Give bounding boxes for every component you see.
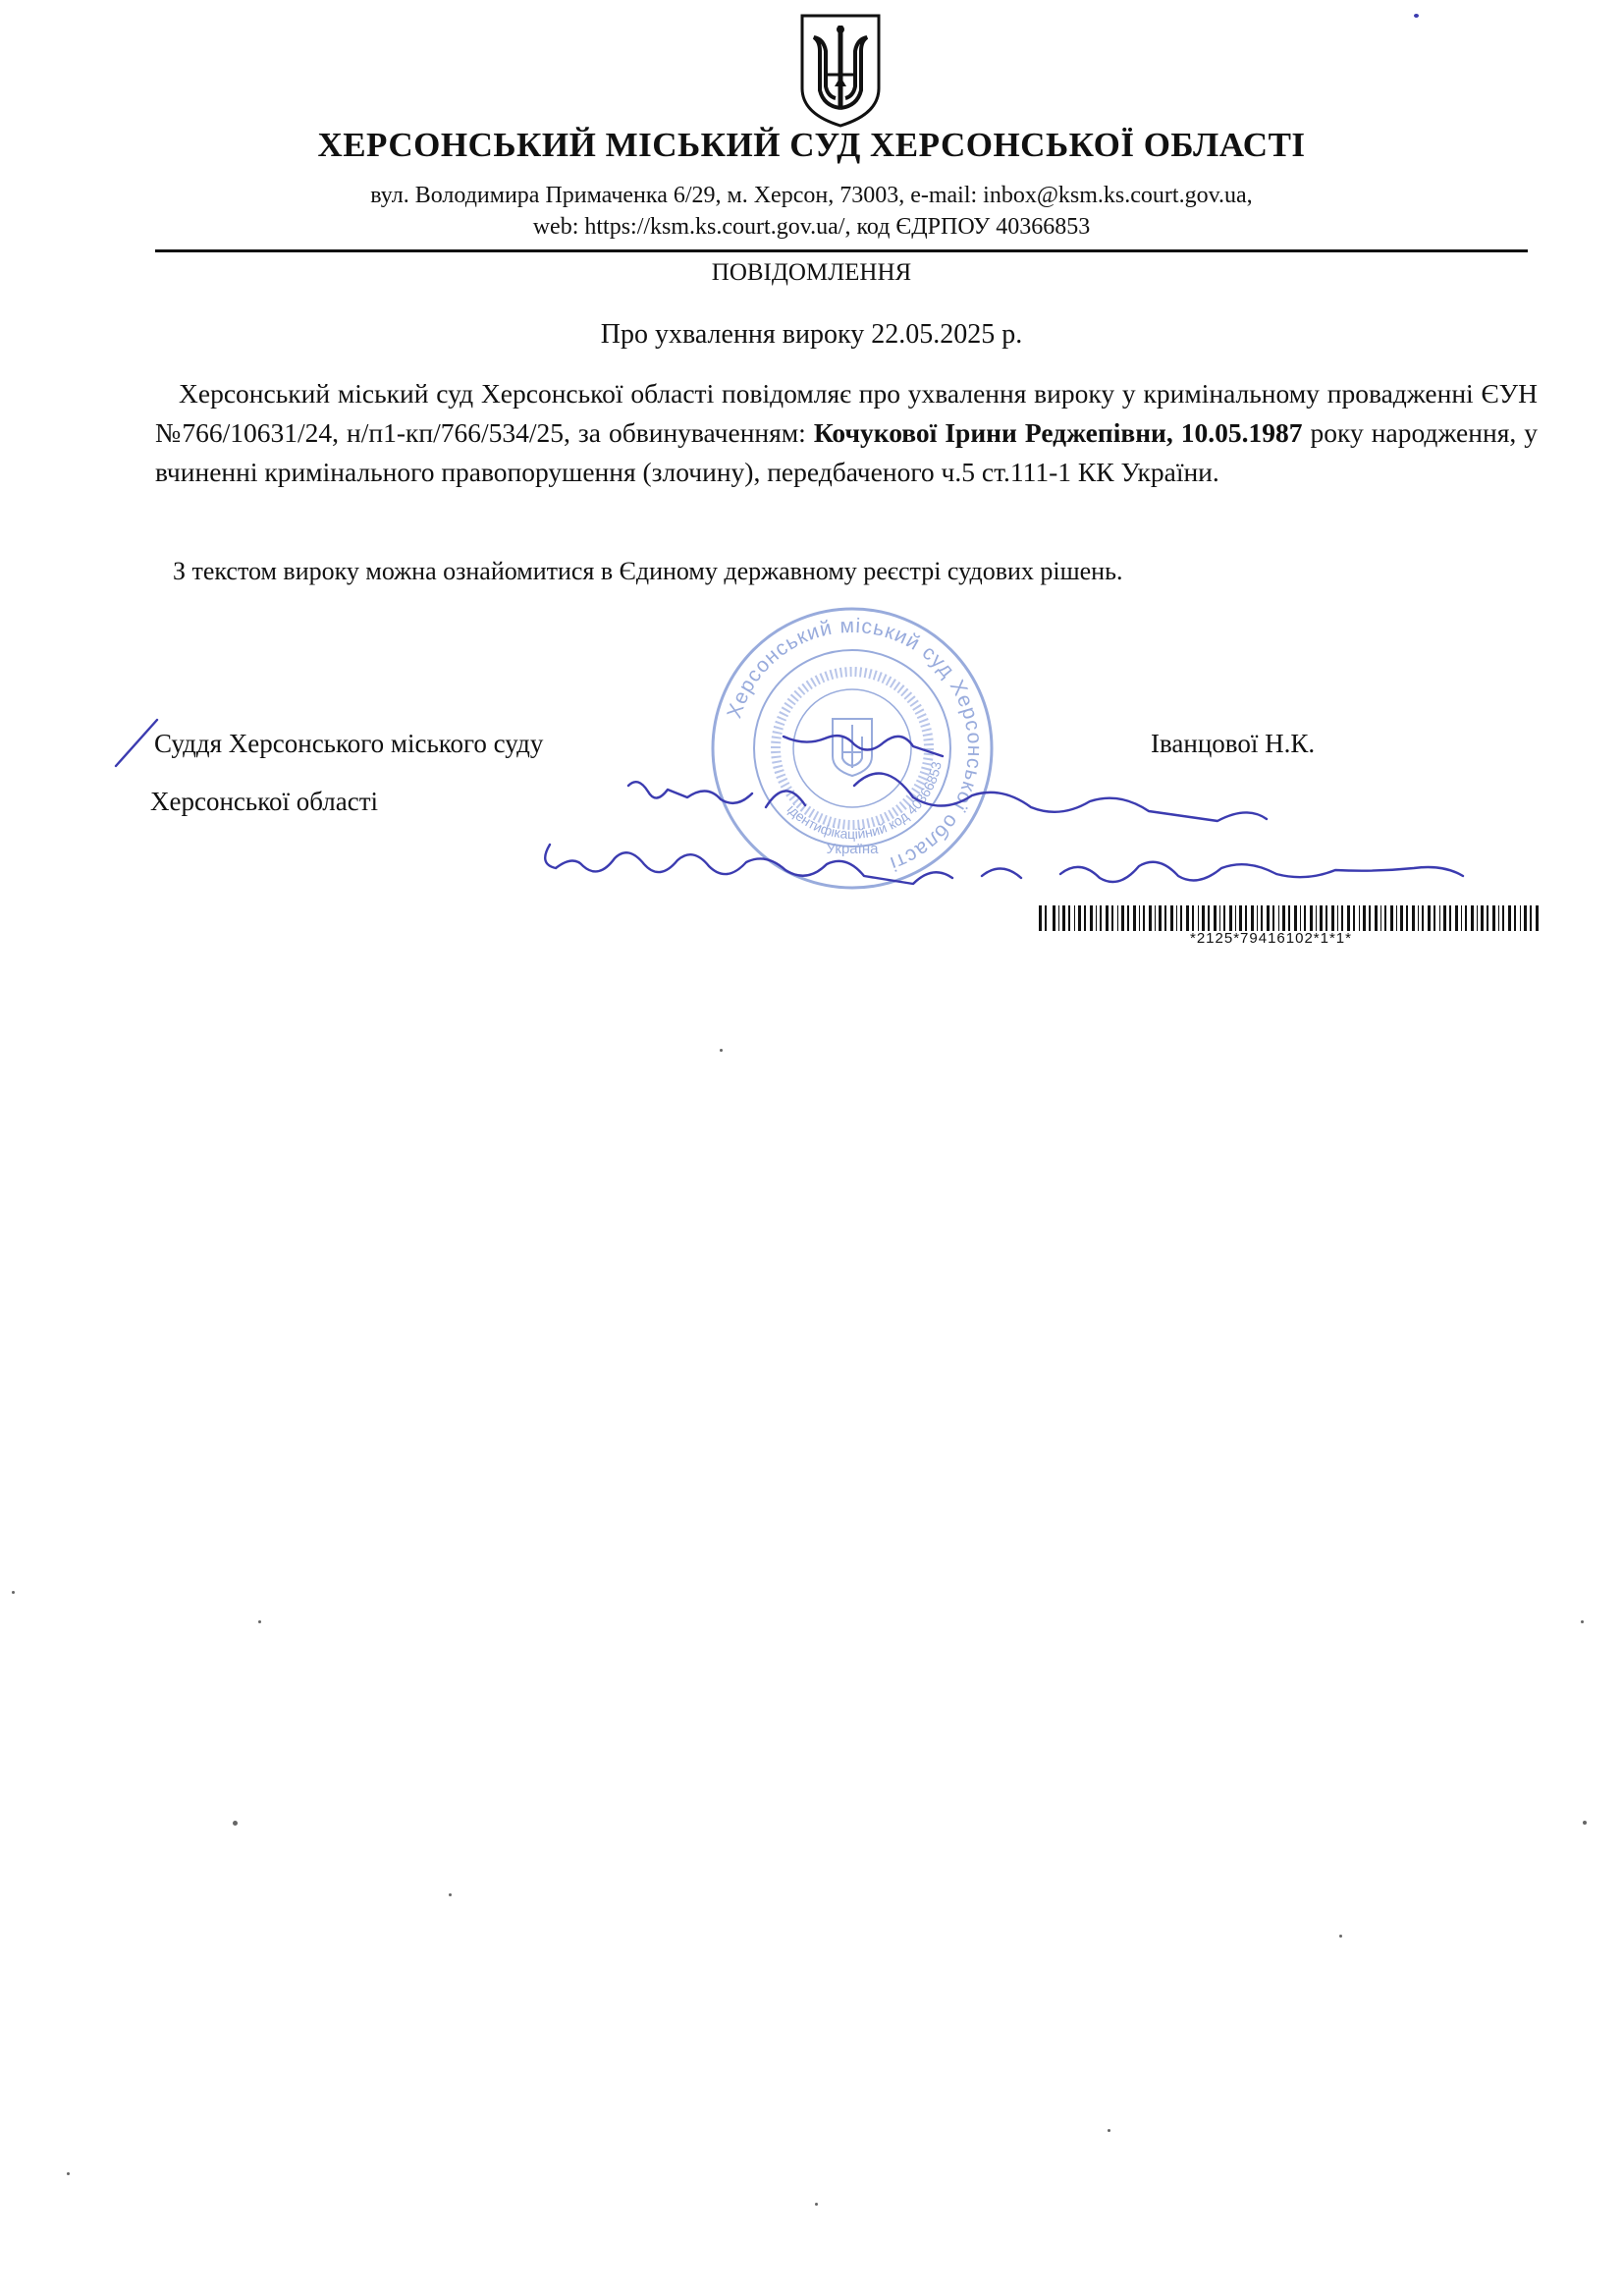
document-subtitle: Про ухвалення вироку 22.05.2025 р. <box>600 319 1023 350</box>
scan-speck <box>449 1893 452 1896</box>
judge-title: Суддя Херсонського міського суду <box>154 729 544 758</box>
barcode-number: *2125*79416102*1*1* <box>1190 930 1352 947</box>
court-name: ХЕРСОНСЬКИЙ МІСЬКИЙ СУД ХЕРСОНСЬКОЇ ОБЛАСТІ <box>317 126 1306 164</box>
header-divider <box>155 249 1528 252</box>
scan-speck <box>1108 2129 1110 2132</box>
document-barcode <box>1039 905 1540 931</box>
scan-speck <box>12 1591 15 1594</box>
defendant-name: Кочукової Ірини Реджепівни, 10.05.1987 <box>813 417 1303 448</box>
scan-speck <box>1583 1821 1587 1825</box>
scan-speck <box>720 1049 723 1052</box>
signature-tick <box>116 720 157 766</box>
stamp-code-text: ідентифікаційний код 40366853 <box>784 760 945 843</box>
scan-speck <box>233 1821 238 1826</box>
scan-speck <box>815 2203 818 2206</box>
stamp-outer-text: Херсонський міський суд Херсонської області <box>723 614 987 876</box>
stamp-trident-icon <box>833 719 872 776</box>
stamp-country: Україна <box>826 841 879 857</box>
court-stamp <box>705 601 1000 896</box>
scan-speck <box>1414 14 1419 18</box>
judge-region: Херсонської області <box>150 787 379 816</box>
scan-speck <box>1339 1935 1342 1938</box>
trident-coat-of-arms-icon <box>798 12 883 130</box>
scan-speck <box>67 2172 70 2175</box>
scan-speck <box>258 1620 261 1623</box>
notice-body-intro: Херсонський міський суд Херсонської області повідомляє про ухвалення вироку у кримінальному провадженні ЄУН №766/10631/24, н/п1-кп/766/534/25, за обвинуваченням: <box>155 378 1538 448</box>
scan-speck <box>1581 1620 1584 1623</box>
notice-body-rest: року народження, у вчиненні кримінального правопорушення (злочину), передбаченого ч.5 ст.111-1 КК України. <box>155 417 1538 487</box>
judge-name: Іванцової Н.К. <box>1151 729 1316 758</box>
court-address: вул. Володимира Примаченка 6/29, м. Херсон, 73003, e-mail: inbox@ksm.ks.court.gov.ua, <box>370 183 1253 208</box>
court-web-and-code: web: https://ksm.ks.court.gov.ua/, код ЄДРПОУ 40366853 <box>532 214 1091 240</box>
registry-note: З текстом вироку можна ознайомитися в Єдиному державному реєстрі судових рішень. <box>173 557 1123 585</box>
notice-body <box>155 374 1538 492</box>
document-title: ПОВІДОМЛЕННЯ <box>711 259 912 286</box>
handwritten-copy-line2 <box>545 845 1463 884</box>
